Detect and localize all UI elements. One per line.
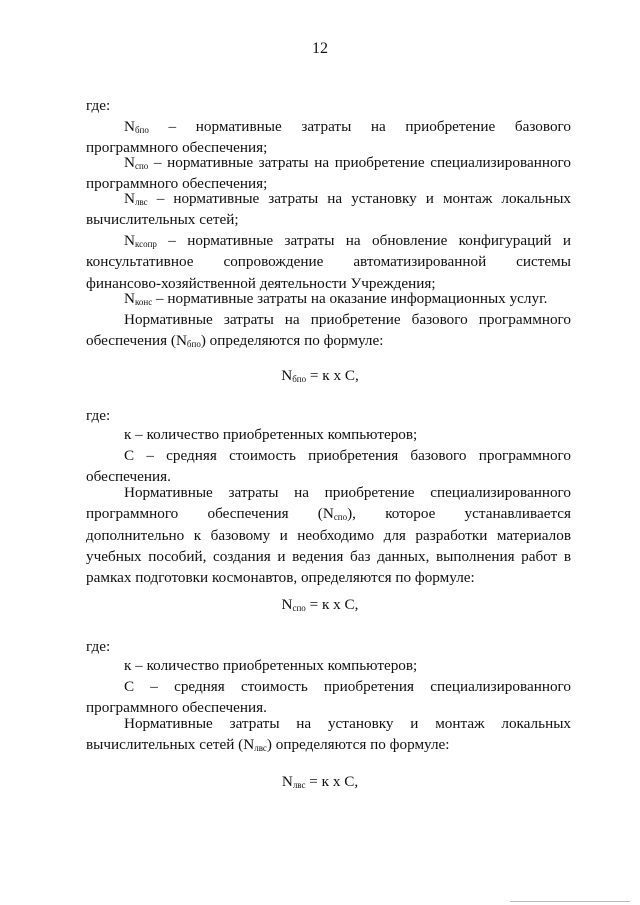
definition-k-1: к – количество приобретенных компьютеров; [124,426,418,443]
scan-edge-mark [510,901,630,902]
definition-n-spo: $N_{спо}$ – нормативные затраты на приобретение специализированного программного обеспечения; [86,154,571,193]
paragraph-special-software: Нормативные затраты на приобретение специализированного программного обеспечения $(N_{спо})$, которое устанавливается дополнительно к базовому и необходимо для разработки материалов учебных пособий, создания и ведения баз данных, выполнения работ в рамках подготовки космонавтов, определяются по формуле: [86,484,571,587]
page-number: 12 [312,40,328,57]
definition-n-kons: $N_{конс}$ – нормативные затраты на оказание информационных услуг. [124,290,548,307]
formula-n-bpo: $N_{бпо} = к$ х С, [281,367,359,384]
where-label-1: где: [86,97,111,114]
definition-c-1: С – средняя стоимость приобретения базового программного обеспечения. [86,447,571,486]
paragraph-network-installation: Нормативные затраты на установку и монтаж локальных вычислительных сетей $(N_{лвс})$ определяются по формуле: [86,715,571,754]
formula-n-lvs: $N_{лвс} = к$ х С, [281,773,359,790]
definition-n-ksopr: $N_{ксопр}$ – нормативные затраты на обновление конфигураций и консультативное сопровождение автоматизированной системы финансово-хозяйственной деятельности Учреждения; [86,232,571,292]
where-label-3: где: [86,638,111,655]
formula-n-spo: $N_{спо} = к$ х С, [281,596,359,613]
where-label-2: где: [86,407,111,424]
definition-k-2: к – количество приобретенных компьютеров; [124,657,418,674]
definition-c-2: С – средняя стоимость приобретения специализированного программного обеспечения. [86,678,571,717]
paragraph-base-software: Нормативные затраты на приобретение базового программного обеспечения $(N_{бпо})$ определяются по формуле: [86,311,571,350]
definition-n-lvs: $N_{лвс}$ – нормативные затраты на установку и монтаж локальных вычислительных сетей; [86,190,571,229]
definition-n-bpo: $N_{бпо}$ – нормативные затраты на приобретение базового программного обеспечения; [86,118,571,157]
